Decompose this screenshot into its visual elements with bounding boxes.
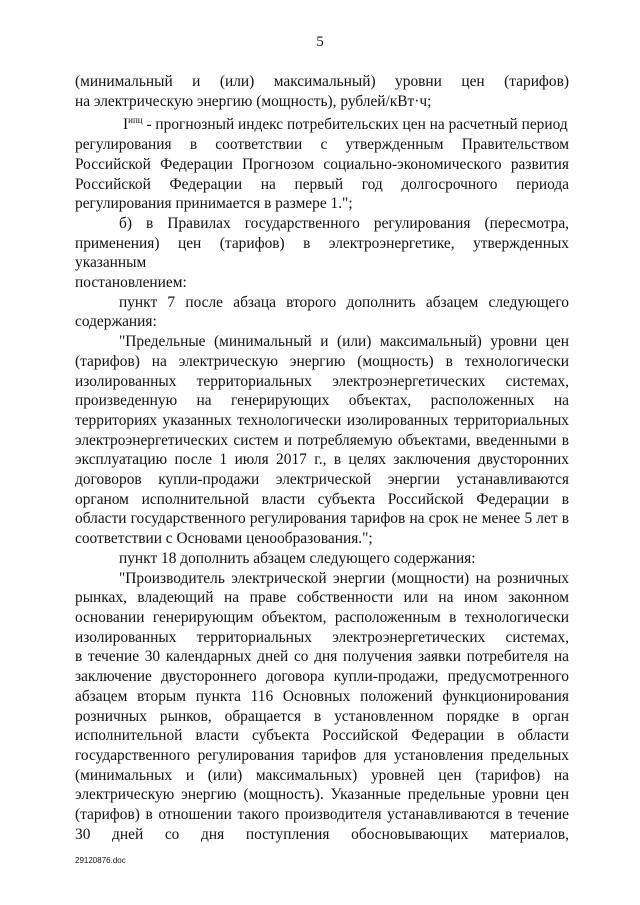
text-line-content: б) в Правилах государственного регулирования (пересмотра,: [119, 214, 569, 232]
text-line: [75, 155, 569, 175]
text-line-content: изолированных территориальных электроэнергетических системах,: [75, 372, 569, 390]
text-line: [75, 111, 569, 135]
text-line-content: произведенную на генерирующих объектах, расположенных на: [75, 392, 569, 410]
text-line: [75, 431, 569, 451]
text-line-content: на электрическую энергию (мощность), рублей/кВт·ч;: [75, 92, 432, 110]
text-line-content: 30 дней со дня поступления обосновывающих материалов,: [75, 825, 569, 843]
text-line-content: договоров купли-продажи электрической энергии устанавливаются: [75, 471, 569, 489]
text-line: [75, 805, 569, 825]
text-line: [75, 470, 569, 490]
text-line-content: изолированных территориальных электроэнергетических системах,: [75, 628, 569, 646]
text-line-content: рынках, владеющий на праве собственности или на ином законном: [75, 589, 569, 607]
text-line-content: пункт 18 дополнить абзацем следующего содержания:: [119, 549, 476, 567]
text-line-content: органом исполнительной власти субъекта Российской Федерации в: [75, 490, 569, 508]
text-line: [75, 273, 569, 293]
text-line-content: государственного регулирования тарифов для установления предельных: [75, 746, 569, 764]
index-symbol: I: [123, 116, 129, 134]
text-line-content: основании генерирующим объектом, расположенным в технологически: [75, 608, 569, 626]
text-line: [75, 529, 569, 549]
text-line: [75, 726, 569, 746]
text-line-content: в течение 30 календарных дней со дня получения заявки потребителя на: [75, 648, 569, 666]
text-line: [75, 628, 569, 648]
text-line: [75, 194, 569, 214]
text-line: [75, 92, 569, 112]
text-line-content: абзацем вторым пункта 116 Основных положений функционирования: [75, 687, 569, 705]
text-line-content: регулирования в соответствии с утвержденным Правительством: [75, 136, 569, 154]
page-number: 5: [316, 34, 324, 50]
text-line: [75, 667, 569, 687]
text-line-content: "Предельные (минимальный и (или) максимальный) уровни цен: [119, 333, 569, 351]
text-line: [75, 569, 569, 589]
text-line: [75, 549, 569, 569]
text-line: [75, 332, 569, 352]
text-line-content: (минимальный и (или) максимальный) уровни цен (тарифов): [75, 73, 569, 90]
text-line-content: (тарифов) на электрическую энергию (мощность) в технологически: [75, 352, 569, 370]
text-line: [75, 687, 569, 707]
text-line: [75, 411, 569, 431]
text-line-content: Российской Федерации на первый год долгосрочного периода: [75, 175, 569, 193]
text-line: [75, 175, 569, 195]
text-line-content: электрическую энергию (мощность). Указанные предельные уровни цен: [75, 786, 569, 804]
text-line: [75, 707, 569, 727]
text-line-content: области государственного регулирования тарифов на срок не менее 5 лет в: [75, 510, 569, 528]
text-line-content: розничных рынков, обращается в установленном порядке в орган: [75, 707, 569, 725]
text-line-content: электроэнергетических систем и потребляемую объектами, введенными в: [75, 431, 569, 449]
text-line: [75, 766, 569, 786]
text-line: [75, 352, 569, 372]
text-line: [75, 746, 569, 766]
text-line-content: пункт 7 после абзаца второго дополнить абзацем следующего: [119, 293, 569, 311]
text-line-content: содержания:: [75, 313, 157, 331]
text-line-content: территориях указанных технологически изолированных территориальных: [75, 411, 569, 429]
text-line: [75, 234, 569, 273]
text-line: [75, 391, 569, 411]
index-superscript: ипц: [128, 115, 143, 126]
text-line-content: (тарифов) в отношении такого производителя устанавливаются в течение: [75, 806, 569, 824]
text-line: [75, 825, 569, 845]
text-line-content: "Производитель электрической энергии (мощности) на розничных: [119, 569, 569, 587]
text-line: [75, 785, 569, 805]
text-line: [75, 647, 569, 667]
text-line: [75, 135, 569, 155]
text-line: [75, 509, 569, 529]
text-line-content: Российской Федерации Прогнозом социально-экономического развития: [75, 155, 569, 173]
text-line: [75, 293, 569, 313]
text-line-content: применения) цен (тарифов) в электроэнергетике, утвержденных указанным: [75, 234, 569, 272]
file-name-footer: 29120876.doc: [75, 856, 126, 865]
text-line-content: исполнительной власти субъекта Российской Федерации в области: [75, 727, 569, 745]
text-line-content: (минимальных и (или) максимальных) уровней цен (тарифов) на: [75, 766, 569, 784]
text-line: [75, 588, 569, 608]
text-line: [75, 450, 569, 470]
text-line-content: - прогнозный индекс потребительских цен на расчетный период: [146, 116, 568, 134]
text-line: [75, 312, 569, 332]
text-line-content: эксплуатацию после 1 июля 2017 г., в целях заключения двусторонних: [75, 451, 569, 469]
document-body: [75, 72, 569, 844]
text-line: [75, 608, 569, 628]
text-line: [75, 372, 569, 392]
text-line-content: соответствии с Основами ценообразования.";: [75, 530, 373, 548]
text-line-content: регулирования принимается в размере 1.";: [75, 195, 353, 213]
text-line: [75, 214, 569, 234]
text-line-content: заключение двустороннего договора купли-продажи, предусмотренного: [75, 668, 569, 686]
text-line-content: постановлением:: [75, 274, 187, 292]
text-line: [75, 72, 569, 92]
text-line: [75, 490, 569, 510]
